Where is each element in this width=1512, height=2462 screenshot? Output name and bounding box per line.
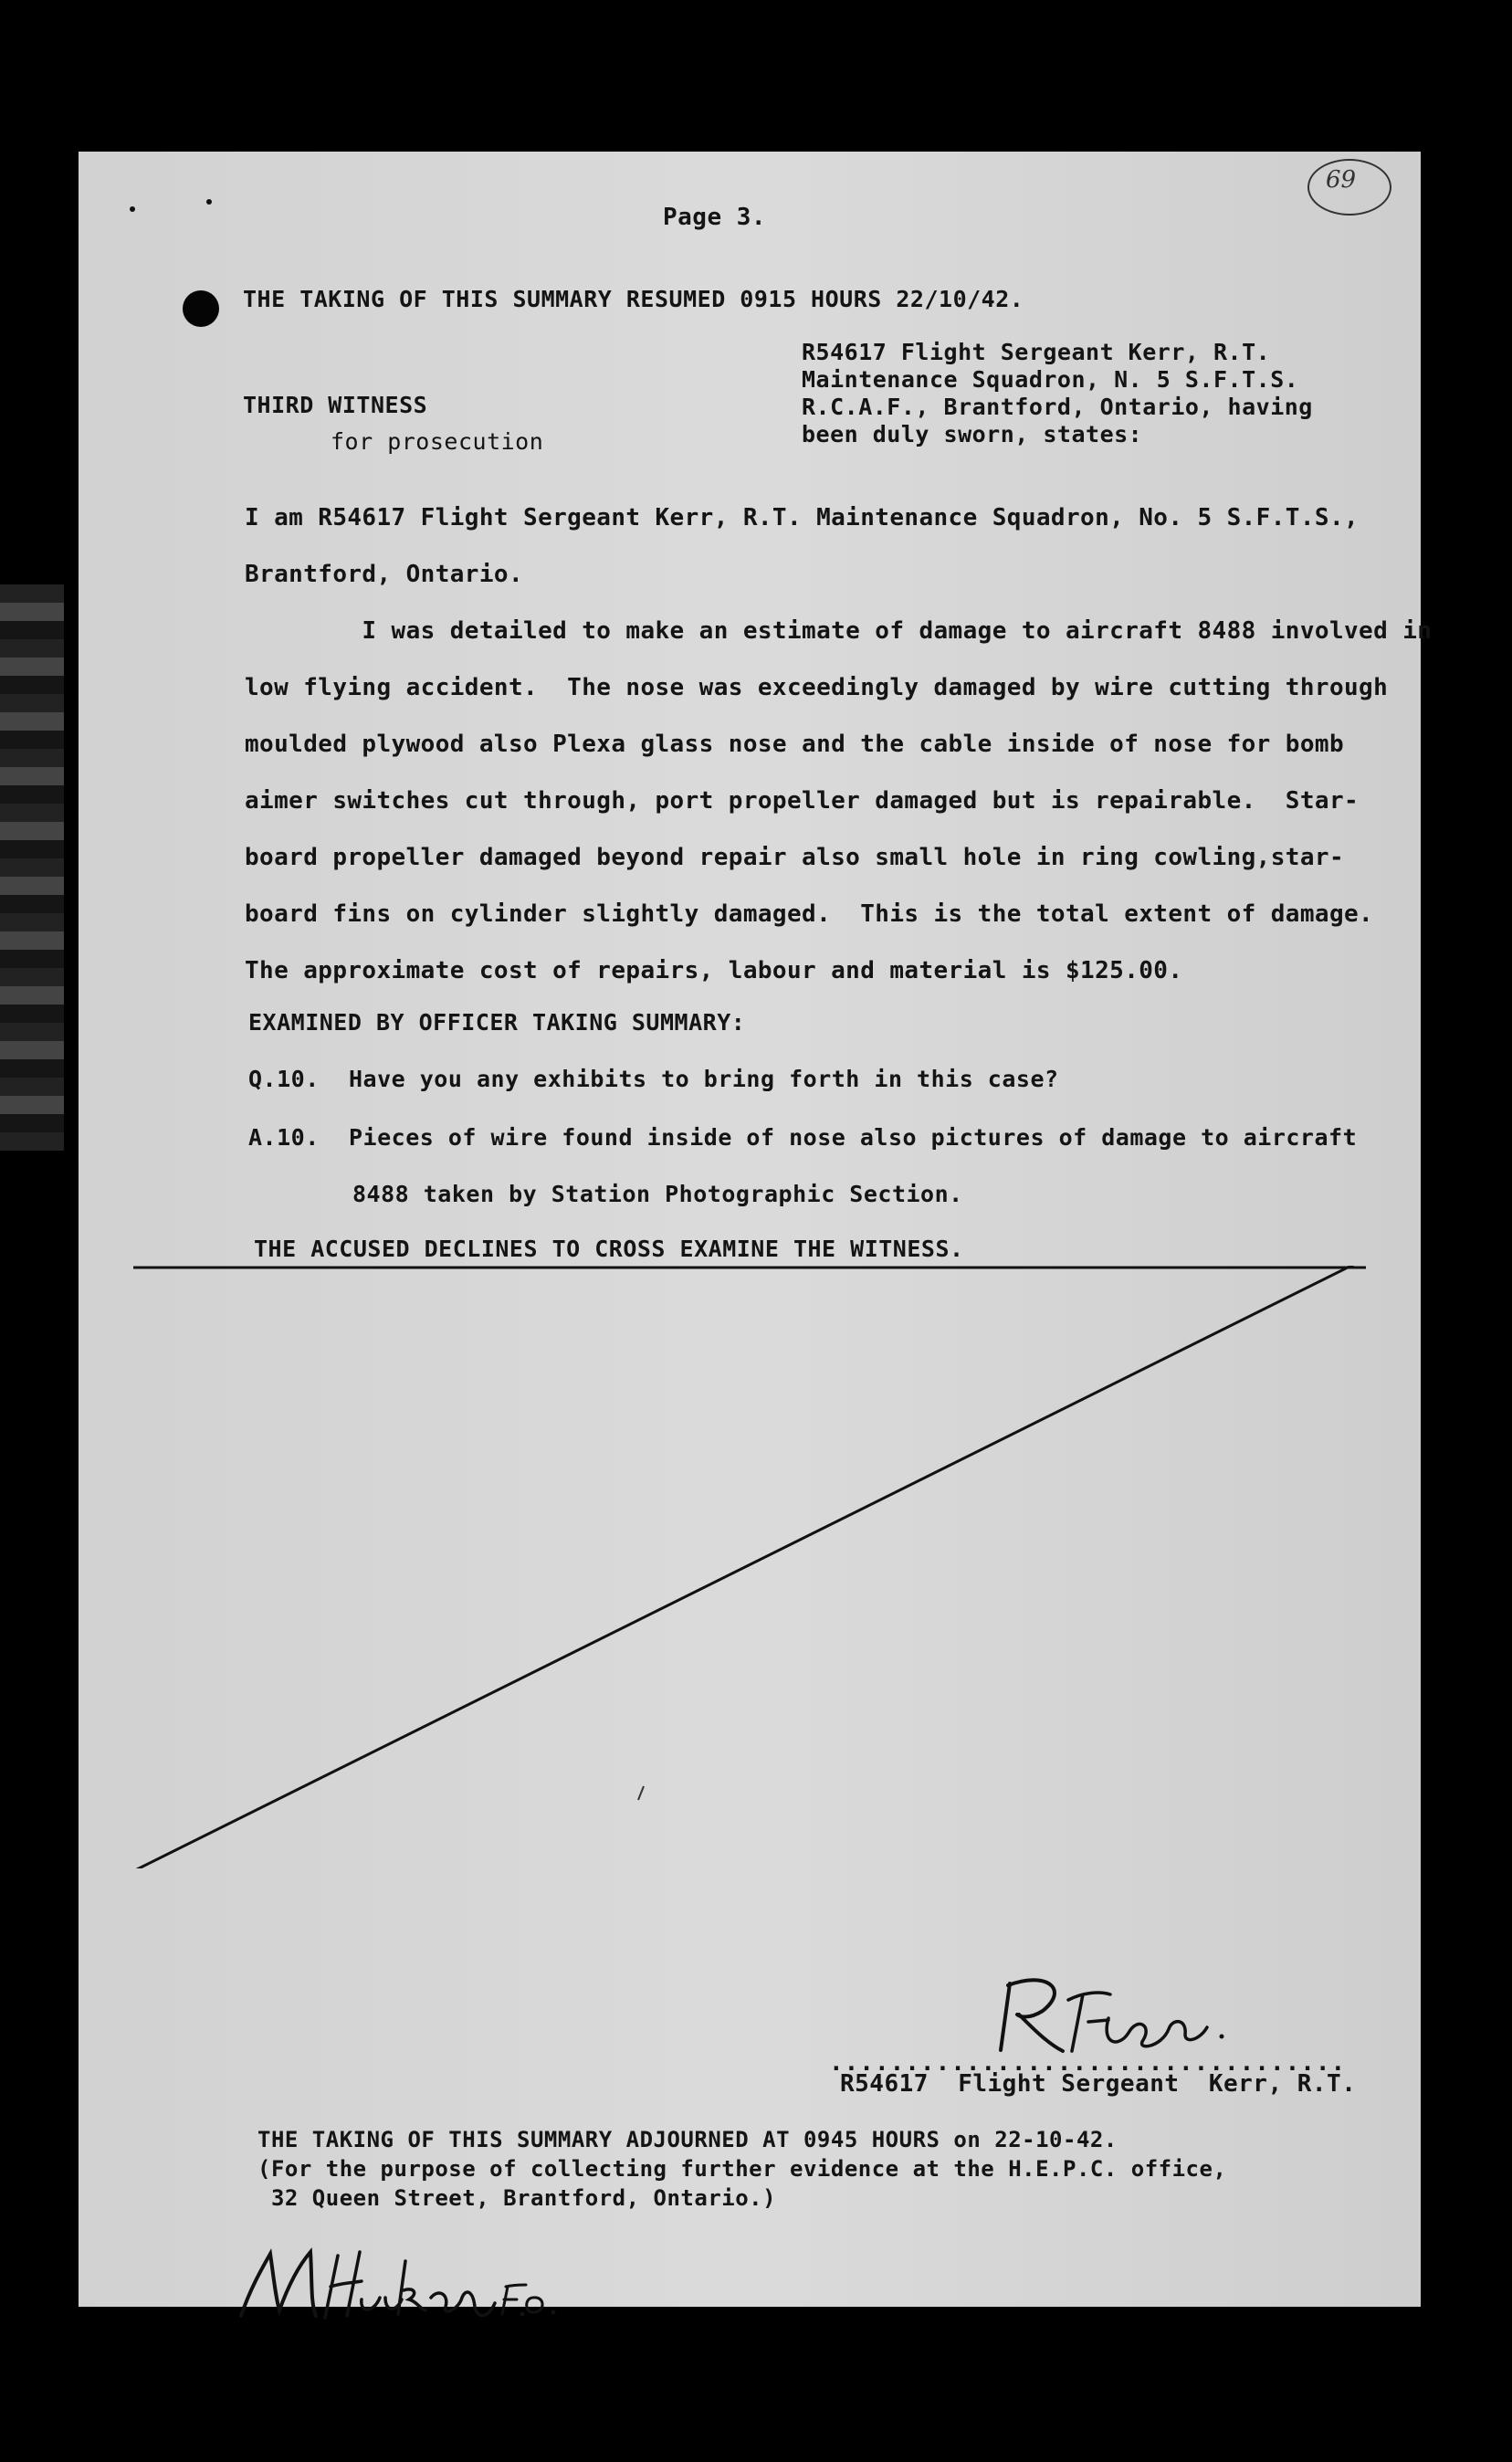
signature-dot-leader: .................................. [829, 2049, 1347, 2077]
witness-intro-line-3: R.C.A.F., Brantford, Ontario, having [802, 394, 1313, 420]
folio-number: 69 [1326, 166, 1357, 194]
statement-line: Brantford, Ontario. [245, 561, 524, 588]
adjournment-line-3: 32 Queen Street, Brantford, Ontario.) [257, 2185, 777, 2211]
statement-line: board fins on cylinder slightly damaged. This is the total extent of damage. [245, 900, 1374, 928]
statement-line: The approximate cost of repairs, labour and material is $125.00. [245, 957, 1183, 984]
witness-label-sub: for prosecution [331, 428, 544, 455]
page-header: Page 3. [663, 204, 767, 231]
witness-intro-line-1: R54617 Flight Sergeant Kerr, R.T. [802, 339, 1271, 365]
speck [206, 199, 212, 205]
folio-number-circle [1307, 159, 1391, 216]
examination-heading: EXAMINED BY OFFICER TAKING SUMMARY: [248, 1009, 746, 1036]
adjournment-line-2: (For the purpose of collecting further evidence at the H.E.P.C. office, [257, 2156, 1227, 2182]
adjournment-line-1: THE TAKING OF THIS SUMMARY ADJOURNED AT 0945 HOURS on 22-10-42. [257, 2127, 1118, 2152]
statement-line: I am R54617 Flight Sergeant Kerr, R.T. Maintenance Squadron, No. 5 S.F.T.S., [245, 504, 1360, 531]
statement-line: board propeller damaged beyond repair also small hole in ring cowling,star- [245, 844, 1344, 871]
answer-line-1: Pieces of wire found inside of nose also pictures of damage to aircraft [349, 1124, 1358, 1151]
statement-line: low flying accident. The nose was exceedingly damaged by wire cutting through [245, 674, 1389, 701]
pen-mark [638, 1786, 644, 1800]
witness-label: THIRD WITNESS [243, 392, 428, 418]
answer-line-2: 8488 taken by Station Photographic Section. [352, 1181, 963, 1207]
cancel-diagonal-line [135, 1266, 1366, 1868]
officer-signature [223, 2234, 570, 2334]
statement-line: moulded plywood also Plexa glass nose and the cable inside of nose for bomb [245, 731, 1344, 758]
statement-line: aimer switches cut through, port propeller damaged but is repairable. Star- [245, 787, 1360, 815]
witness-statement [245, 489, 1432, 999]
question-text: Have you any exhibits to bring forth in this case? [349, 1066, 1059, 1092]
statement-line: I was detailed to make an estimate of damage to aircraft 8488 involved in [245, 617, 1433, 645]
hole-punch [183, 290, 219, 327]
declines-cross-exam: THE ACCUSED DECLINES TO CROSS EXAMINE THE WITNESS. [254, 1236, 964, 1262]
question-label: Q.10. [248, 1066, 320, 1092]
witness-intro-line-4: been duly sworn, states: [802, 421, 1143, 447]
signature-caption: R54617 Flight Sergeant Kerr, R.T. [840, 2070, 1357, 2098]
summary-resumed-line: THE TAKING OF THIS SUMMARY RESUMED 0915 HOURS 22/10/42. [243, 286, 1024, 312]
answer-label: A.10. [248, 1124, 320, 1151]
speck [130, 206, 135, 212]
document-page [79, 152, 1433, 2307]
blank-space-cancel-lines [133, 1266, 1393, 1868]
scan-edge [0, 584, 64, 1151]
witness-intro-line-2: Maintenance Squadron, N. 5 S.F.T.S. [802, 366, 1299, 393]
